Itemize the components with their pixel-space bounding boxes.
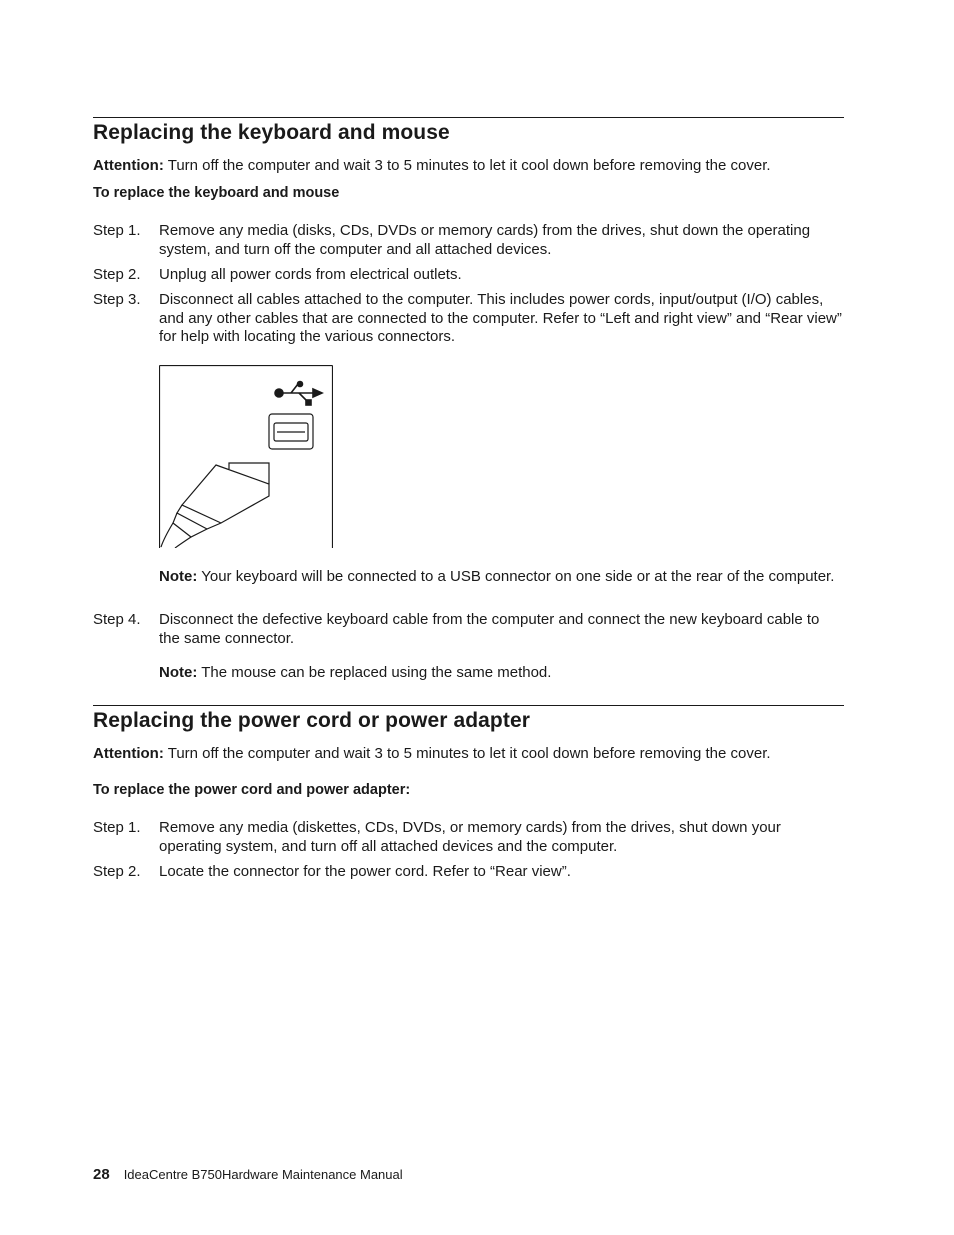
attention-text: Turn off the computer and wait 3 to 5 minutes to let it cool down before removing the cover. bbox=[163, 157, 771, 174]
step-text: Remove any media (disks, CDs, DVDs or memory cards) from the drives, shut down the operating system, and turn off the computer and all attached devices. bbox=[159, 222, 811, 258]
attention-paragraph bbox=[93, 157, 771, 176]
step-label: Step 2. bbox=[93, 863, 141, 880]
section-divider bbox=[93, 705, 844, 706]
step-label: Step 3. bbox=[93, 291, 141, 308]
page-footer bbox=[93, 1166, 403, 1183]
manual-title: IdeaCentre B750Hardware Maintenance Manual bbox=[123, 1167, 403, 1182]
attention-label: Attention: bbox=[93, 157, 164, 174]
note-label: Note: bbox=[159, 664, 198, 681]
usb-port-icon bbox=[269, 414, 313, 449]
procedure-title: To replace the keyboard and mouse bbox=[93, 185, 340, 201]
note-label: Note: bbox=[159, 568, 198, 585]
attention-text: Turn off the computer and wait 3 to 5 minutes to let it cool down before removing the cover. bbox=[163, 745, 771, 762]
usb-symbol-icon bbox=[275, 382, 322, 406]
step-text: Locate the connector for the power cord. Refer to “Rear view”. bbox=[159, 863, 571, 880]
section-title-power-cord: Replacing the power cord or power adapter bbox=[93, 709, 531, 732]
step-label: Step 1. bbox=[93, 222, 141, 239]
step-text: Disconnect the defective keyboard cable from the computer and connect the new keyboard cable to the same connector. bbox=[159, 611, 820, 647]
note-paragraph bbox=[159, 568, 844, 587]
attention-paragraph bbox=[93, 745, 771, 764]
step-label: Step 2. bbox=[93, 266, 141, 283]
section-title-keyboard-mouse: Replacing the keyboard and mouse bbox=[93, 121, 450, 144]
procedure-title: To replace the power cord and power adapter: bbox=[93, 782, 411, 798]
page-number: 28 bbox=[93, 1166, 110, 1183]
note-paragraph bbox=[159, 664, 844, 683]
attention-label: Attention: bbox=[93, 745, 164, 762]
section-divider bbox=[93, 117, 844, 118]
step-text: Remove any media (diskettes, CDs, DVDs, or memory cards) from the drives, shut down your operating system, and turn off all attached devices and the computer. bbox=[159, 819, 781, 855]
step-label: Step 1. bbox=[93, 819, 141, 836]
step-text: Unplug all power cords from electrical outlets. bbox=[159, 266, 462, 283]
usb-plug-icon bbox=[161, 463, 269, 548]
step-text: Disconnect all cables attached to the computer. This includes power cords, input/output (I/O) cables, and any other cables that are connected to the computer. Refer to “Left and right view” and “Rear view” for help with locating the various connectors. bbox=[159, 291, 842, 345]
note-text: Your keyboard will be connected to a USB connector on one side or at the rear of the computer. bbox=[197, 568, 835, 585]
usb-connector-illustration bbox=[159, 365, 333, 548]
step-label: Step 4. bbox=[93, 611, 141, 628]
note-text: The mouse can be replaced using the same method. bbox=[197, 664, 552, 681]
